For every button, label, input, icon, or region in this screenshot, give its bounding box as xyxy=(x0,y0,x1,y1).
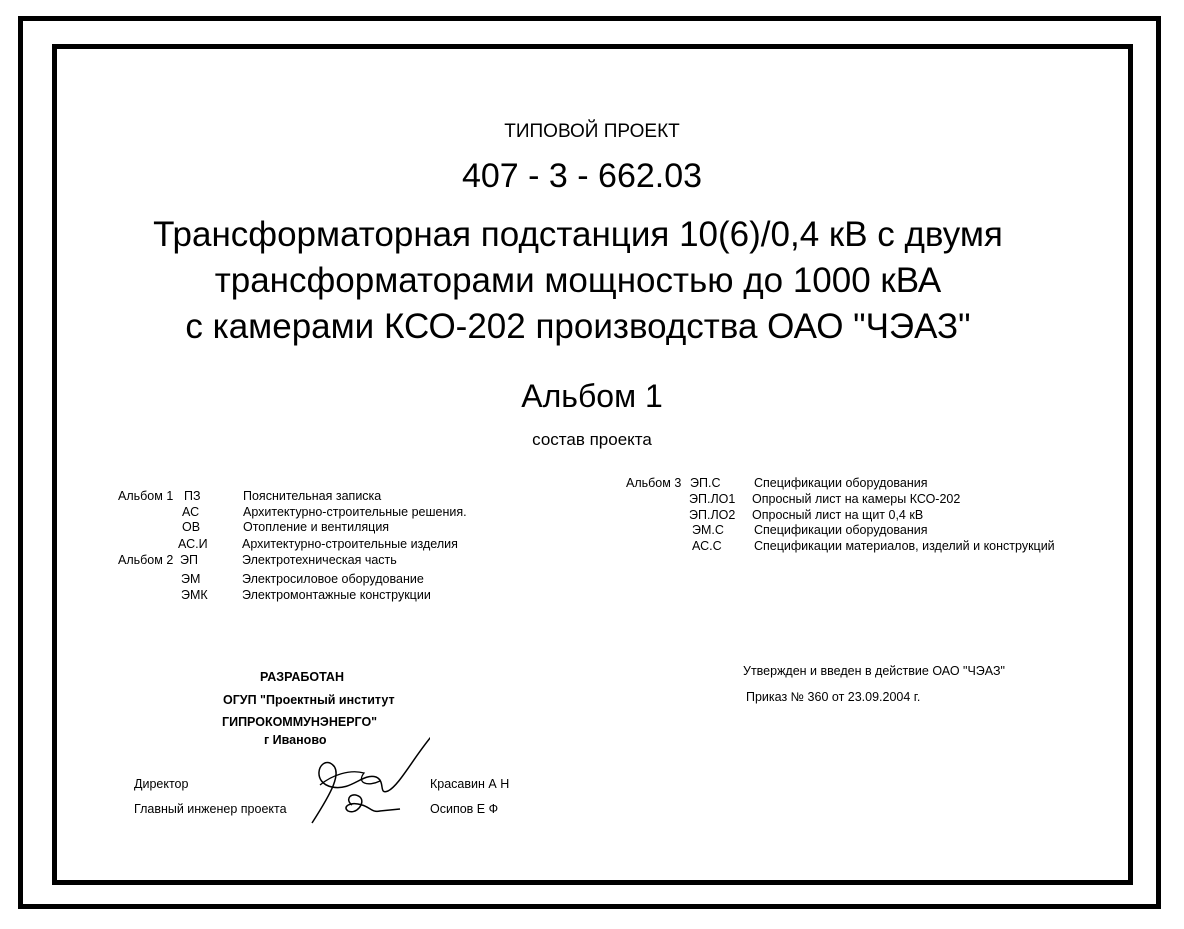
title-line-2: трансформаторами мощностью до 1000 кВА xyxy=(214,261,942,300)
handwritten-signature xyxy=(290,725,430,835)
developer-city: г Иваново xyxy=(264,733,327,747)
album-title: Альбом 1 xyxy=(521,378,663,414)
title-line-3: с камерами КСО-202 производства ОАО "ЧЭАЗ" xyxy=(185,307,971,346)
chief-engineer-role: Главный инженер проекта xyxy=(134,802,287,816)
project-type-label: ТИПОВОЙ ПРОЕКТ xyxy=(504,121,680,142)
approval-line2: Приказ № 360 от 23.09.2004 г. xyxy=(746,690,921,704)
project-title xyxy=(0,212,1170,350)
project-number: 407 - 3 - 662.03 xyxy=(461,157,703,195)
developer-org-line1: ОГУП "Проектный институт xyxy=(223,693,395,707)
composition-label: состав проекта xyxy=(532,430,652,449)
developer-org-line2: ГИПРОКОММУНЭНЕРГО" xyxy=(222,715,378,729)
approval-line1: Утвержден и введен в действие ОАО "ЧЭАЗ" xyxy=(743,664,1005,678)
director-role: Директор xyxy=(134,777,189,791)
director-name: Красавин А Н xyxy=(430,777,510,791)
title-line-1: Трансформаторная подстанция 10(6)/0,4 кВ с двумя xyxy=(153,215,1003,254)
developer-heading: РАЗРАБОТАН xyxy=(260,670,344,684)
chief-engineer-name: Осипов Е Ф xyxy=(430,802,499,816)
